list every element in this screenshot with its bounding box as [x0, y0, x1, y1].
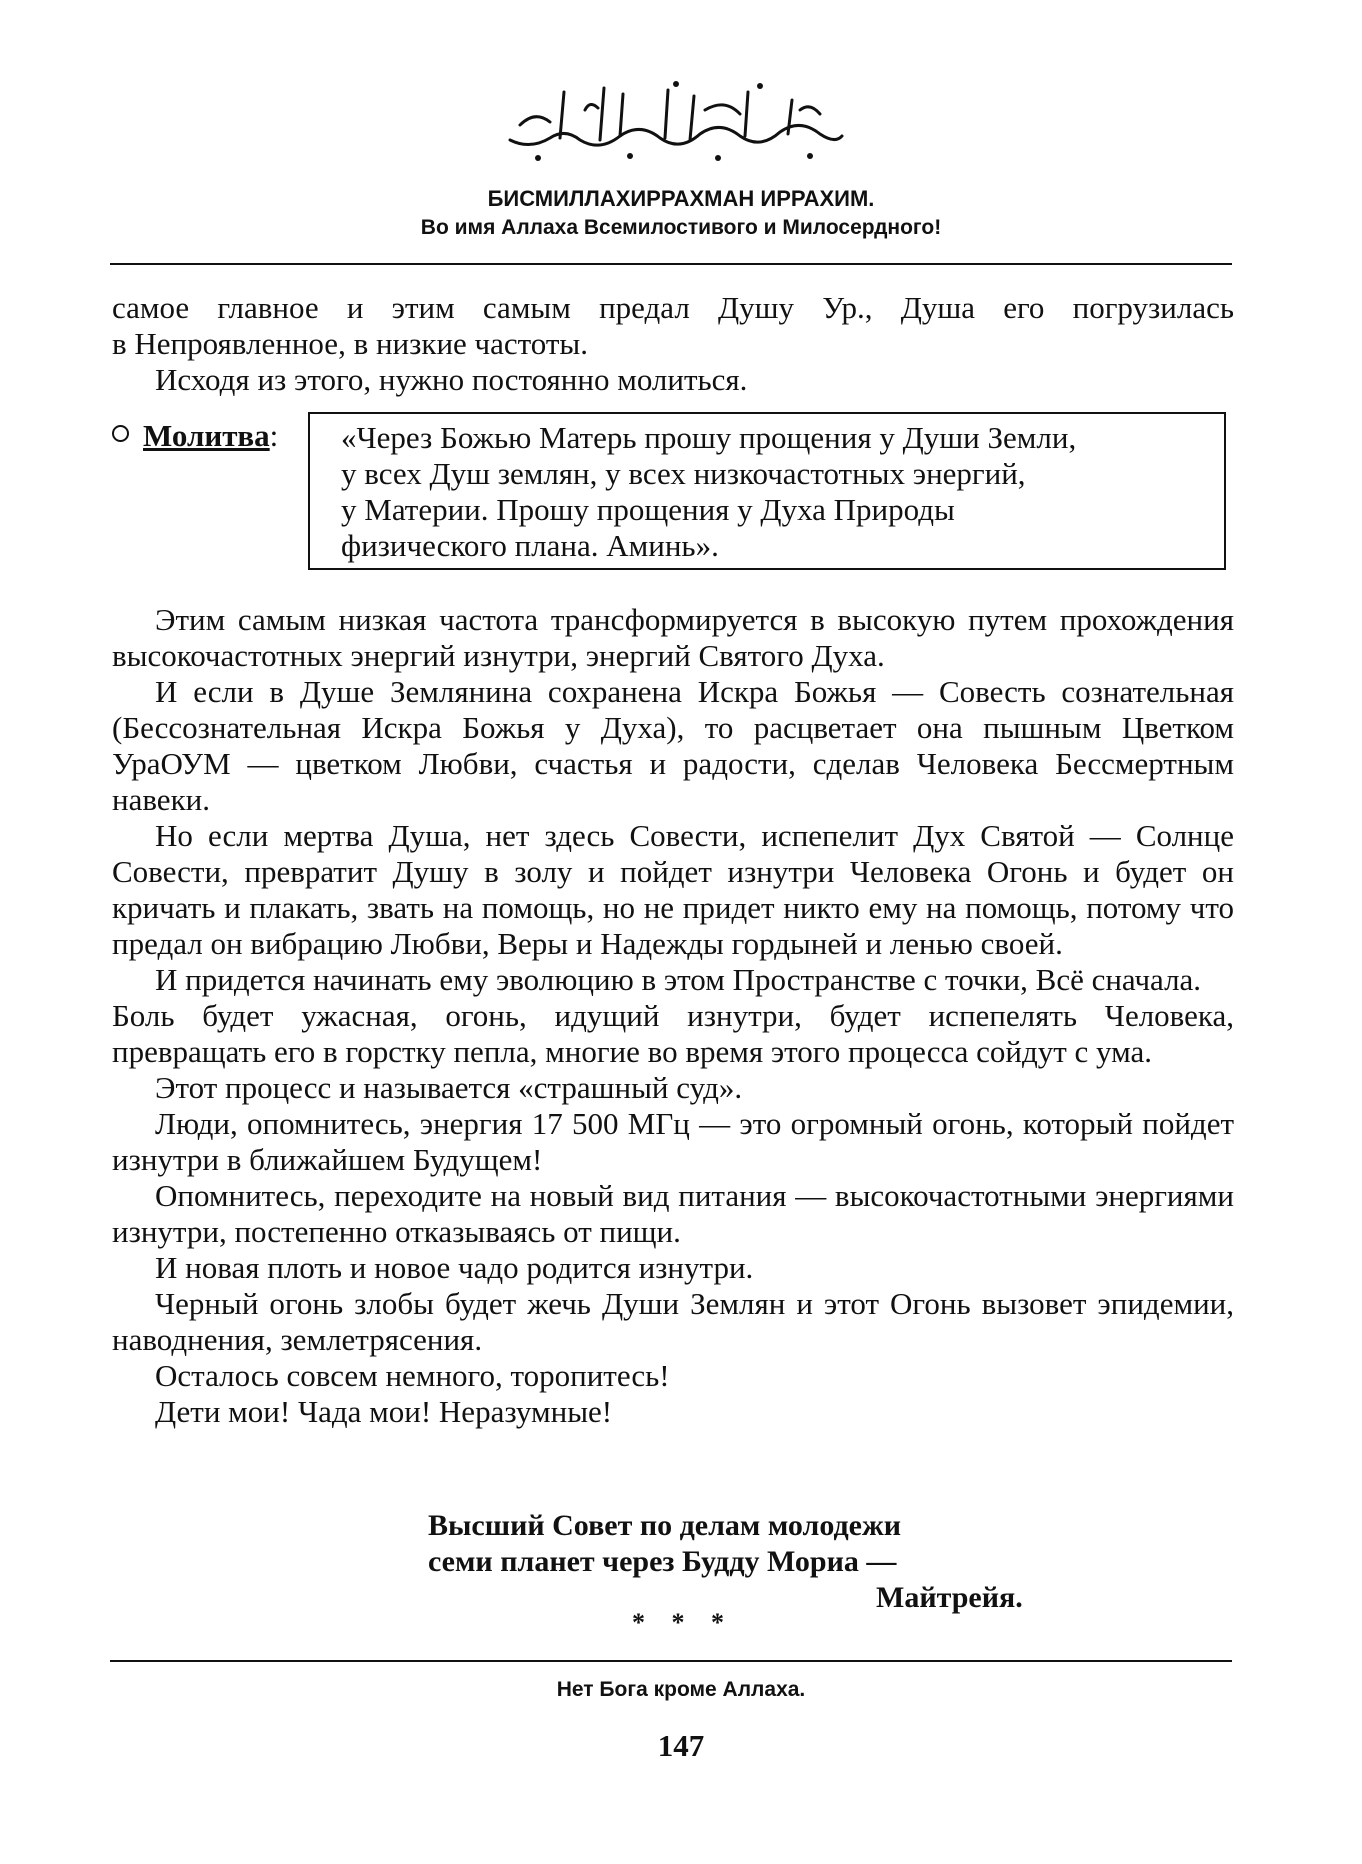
paragraph: И придется начинать ему эволюцию в этом Пространстве с точки, Всё сначала.	[155, 962, 1202, 997]
prayer-box	[308, 412, 1226, 570]
paragraph: Но если мертва Душа, нет здесь Совести, испепелит Дух Святой — Солнце Совести, превратит Душу в золу и пойдет изнутри Человека Огонь и будет он кричать и плакать, звать на помощь, но не придет никто ему на помощь, потому что предал он вибрацию Любви, Веры и Надежды гордыней и ленью своей.	[112, 818, 1234, 961]
header-title: БИСМИЛЛАХИРРАХМАН ИРРАХИМ.	[487, 186, 875, 211]
paragraph: Этот процесс и называется «страшный суд».	[155, 1070, 743, 1105]
footer-divider	[110, 1660, 1232, 1662]
prayer-line: «Через Божью Матерь прошу прощения у Души Земли,	[341, 420, 1077, 455]
paragraph: Осталось совсем немного, торопитесь!	[155, 1358, 670, 1393]
header-divider	[110, 263, 1232, 265]
intro-line: самое главное и этим самым предал Душу Ур., Душа его погрузилась	[112, 290, 1234, 325]
intro-block	[112, 290, 1234, 398]
paragraph: И если в Душе Землянина сохранена Искра Божья — Совесть сознательная (Бессознательная Искра Божья у Духа), то расцветает она пышным Цветком УраОУМ — цветком Любви, счастья и радости, сделав Человека Бессмертным навеки.	[112, 674, 1234, 817]
bismillah-calligraphy	[490, 70, 850, 170]
footer-text: Нет Бога кроме Аллаха.	[556, 1678, 806, 1701]
paragraph: Боль будет ужасная, огонь, идущий изнутри, будет испепелять Человека, превращать его в горстку пепла, многие во время этого процесса сойдут с ума.	[112, 998, 1234, 1069]
prayer-line: у Материи. Прошу прощения у Духа Природы	[341, 492, 955, 527]
body-text	[112, 602, 1234, 1430]
prayer-label: Молитва:	[112, 418, 278, 454]
paragraph: Дети мои! Чада мои! Неразумные!	[155, 1394, 613, 1429]
signature-line: Высший Совет по делам молодежи	[428, 1509, 901, 1542]
paragraph: Этим самым низкая частота трансформируется в высокую путем прохождения высокочастотных энергий изнутри, энергий Святого Духа.	[112, 602, 1234, 673]
prayer-line: у всех Душ землян, у всех низкочастотных энергий,	[341, 456, 1026, 491]
paragraph: Черный огонь злобы будет жечь Души Землян и этот Огонь вызовет эпидемии, наводнения, землетрясения.	[112, 1286, 1234, 1357]
circle-bullet-icon	[112, 425, 129, 442]
signature-name: Майтрейя.	[876, 1581, 1023, 1614]
paragraph: И новая плоть и новое чадо родится изнутри.	[155, 1250, 754, 1285]
page-number: 147	[657, 1728, 705, 1763]
section-separator: * * *	[632, 1608, 734, 1637]
intro-line: в Непроявленное, в низкие частоты.	[112, 326, 589, 361]
paragraph: Опомнитесь, переходите на новый вид питания — высокочастотными энергиями изнутри, постепенно отказываясь от пищи.	[112, 1178, 1234, 1249]
header-subtitle: Во имя Аллаха Всемилостивого и Милосердного!	[420, 216, 942, 239]
prayer-line: физического плана. Аминь».	[341, 528, 719, 563]
intro-line: Исходя из этого, нужно постоянно молиться.	[155, 362, 748, 397]
prayer-section	[112, 412, 1234, 576]
paragraph: Люди, опомнитесь, энергия 17 500 МГц — это огромный огонь, который пойдет изнутри в ближайшем Будущем!	[112, 1106, 1234, 1177]
signature-line: семи планет через Будду Мориа —	[428, 1545, 897, 1578]
